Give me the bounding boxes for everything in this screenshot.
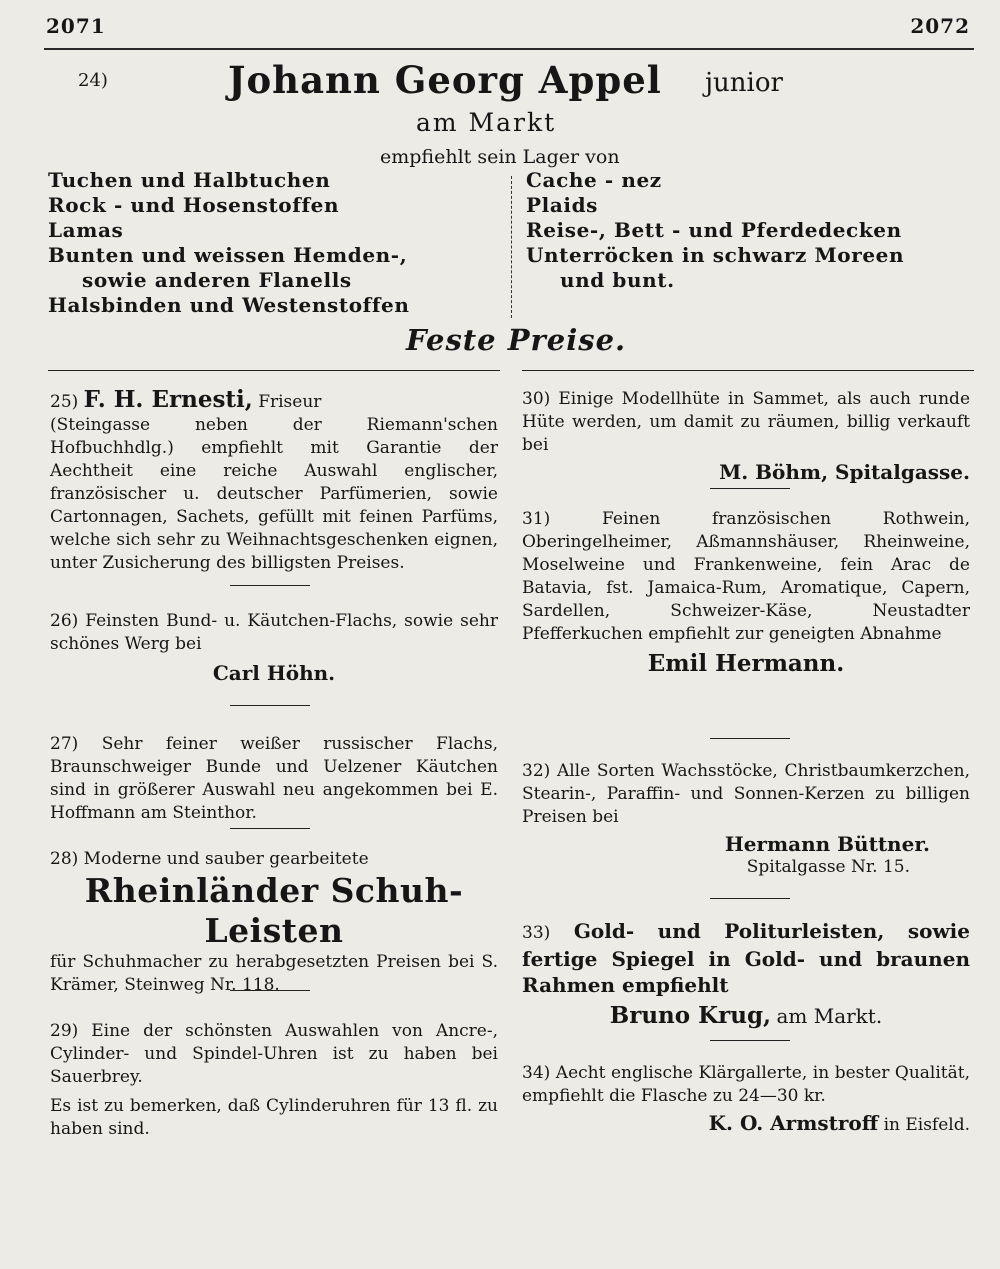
separator bbox=[710, 898, 790, 899]
ad24-right-item: Unterröcken in schwarz Moreen bbox=[526, 243, 905, 267]
ad31-text: Feinen französischen Rothwein, Oberingelheimer, Aßmannshäuser, Rheinweine, Moselweine und Frankenweine, fein Arac de Batavia, fst. Jamaica-Rum, Aromatique, Capern, Sardellen, Schweizer-Käse, Neustadter Pfefferkuchen empfiehlt zur geneigten Abnahme bbox=[522, 509, 971, 644]
ad25 bbox=[50, 388, 498, 575]
ad32-number: 32) bbox=[522, 761, 551, 781]
ad25-number: 25) bbox=[50, 392, 79, 412]
ad24-left-item: Tuchen und Halbtuchen bbox=[48, 168, 331, 192]
ad28-number: 28) bbox=[50, 849, 79, 869]
page-number-right: 2072 bbox=[910, 14, 970, 38]
ad34-signature-name: K. O. Armstroff bbox=[708, 1111, 879, 1135]
ad24-right-item: Reise-, Bett - und Pferdedecken bbox=[526, 218, 902, 242]
column-divider bbox=[511, 176, 512, 318]
ad32 bbox=[522, 760, 970, 879]
ad24-right-item: Plaids bbox=[526, 193, 599, 217]
ad24-intro: empfiehlt sein Lager von bbox=[380, 146, 620, 168]
ad27 bbox=[50, 733, 498, 825]
ad30 bbox=[522, 388, 970, 484]
ad27-number: 27) bbox=[50, 734, 79, 754]
ad31 bbox=[522, 508, 970, 675]
ad29-number: 29) bbox=[50, 1021, 79, 1041]
ad33 bbox=[522, 918, 970, 1030]
ad27-text: Sehr feiner weißer russischer Flachs, Braunschweiger Bunde und Uelzener Käutchen sind in größerer Auswahl neu angekommen bei E. Hoffmann am Steinthor. bbox=[50, 734, 498, 823]
ad24-right-item: Cache - nez bbox=[526, 168, 662, 192]
separator bbox=[710, 738, 790, 739]
ad24-tagline: Feste Preise. bbox=[406, 323, 627, 357]
separator bbox=[710, 1040, 790, 1041]
ad30-signature: M. Böhm, Spitalgasse. bbox=[719, 460, 970, 484]
page-number-left: 2071 bbox=[46, 14, 106, 38]
ad26-number: 26) bbox=[50, 611, 79, 631]
ad31-number: 31) bbox=[522, 509, 551, 529]
ad24-right-item: und bunt. bbox=[560, 268, 675, 292]
ad24-left-item: Halsbinden und Westenstoffen bbox=[48, 293, 410, 317]
ad26 bbox=[50, 610, 498, 685]
ad25-text: (Steingasse neben der Riemann'schen Hofbuchhdlg.) empfiehlt mit Garantie der Aechtheit eine reiche Auswahl englischer, französischer u. deutscher Parfümerien, sowie Cartonnagen, Sachets, gefüllt mit feinen Parfüms, welche sich sehr zu Weihnachtsgeschenken eignen, unter Zusicherung des billigsten Preises. bbox=[50, 415, 498, 573]
ad25-name: F. H. Ernesti, bbox=[83, 386, 253, 413]
ad24-name: Johann Georg Appel bbox=[228, 58, 662, 102]
ad33-number: 33) bbox=[522, 923, 551, 943]
separator bbox=[230, 990, 310, 991]
separator bbox=[710, 488, 790, 489]
ad33-signature-name: Bruno Krug, bbox=[609, 1002, 772, 1029]
ad30-number: 30) bbox=[522, 389, 551, 409]
ad25-trade: Friseur bbox=[258, 392, 322, 412]
ad32-address: Spitalgasse Nr. 15. bbox=[746, 857, 910, 877]
ad26-signature: Carl Höhn. bbox=[212, 661, 336, 685]
ad24-left-item: Bunten und weissen Hemden-, bbox=[48, 243, 408, 267]
ad24-left-list bbox=[48, 168, 410, 318]
separator-left-top bbox=[48, 370, 500, 371]
ad28 bbox=[50, 848, 498, 997]
separator bbox=[230, 828, 310, 829]
ad34-text: Aecht englische Klärgallerte, in bester Qualität, empfiehlt die Flasche zu 24—30 kr. bbox=[522, 1063, 971, 1106]
ad28-headline: Rheinländer Schuh-Leisten bbox=[84, 871, 464, 950]
ad34-signature-place: in Eisfeld. bbox=[883, 1115, 970, 1135]
separator bbox=[230, 585, 310, 586]
ad24-number: 24) bbox=[78, 70, 108, 91]
ad28-text: für Schuhmacher zu herabgesetzten Preisen bei S. Krämer, Steinweg Nr. 118. bbox=[50, 952, 498, 995]
ad33-signature-place: am Markt. bbox=[776, 1004, 883, 1028]
ad32-signature: Hermann Büttner. bbox=[724, 832, 930, 856]
ad26-text: Feinsten Bund- u. Käutchen-Flachs, sowie sehr schönes Werg bei bbox=[50, 611, 499, 654]
ad29 bbox=[50, 1020, 498, 1141]
ad29-note: Es ist zu bemerken, daß Cylinderuhren für 13 fl. zu haben sind. bbox=[50, 1096, 498, 1139]
ad33-text: Gold- und Politurleisten, sowie fertige Spiegel in Gold- und braunen Rahmen empfiehlt bbox=[522, 919, 970, 997]
ad28-intro: Moderne und sauber gearbeitete bbox=[83, 849, 369, 869]
ad24-left-item: Rock - und Hosenstoffen bbox=[48, 193, 340, 217]
ad30-text: Einige Modellhüte in Sammet, als auch runde Hüte werden, um damit zu räumen, billig verkauft bei bbox=[522, 389, 971, 455]
separator bbox=[230, 705, 310, 706]
ad31-signature: Emil Hermann. bbox=[647, 650, 845, 677]
top-rule bbox=[44, 48, 974, 50]
ad24-right-list bbox=[526, 168, 904, 293]
ad24-left-item: Lamas bbox=[48, 218, 124, 242]
ad24-left-item: sowie anderen Flanells bbox=[82, 268, 352, 292]
ad34-number: 34) bbox=[522, 1063, 551, 1083]
ad24-suffix: junior bbox=[705, 68, 783, 98]
ad32-text: Alle Sorten Wachsstöcke, Christbaumkerzchen, Stearin-, Paraffin- und Sonnen-Kerzen zu billigen Preisen bei bbox=[522, 761, 970, 827]
separator-right-top bbox=[522, 370, 974, 371]
ad29-text: Eine der schönsten Auswahlen von Ancre-, Cylinder- und Spindel-Uhren ist zu haben bei Sauerbrey. bbox=[50, 1021, 498, 1087]
ad34 bbox=[522, 1062, 970, 1137]
ad24-location: am Markt bbox=[416, 108, 557, 137]
